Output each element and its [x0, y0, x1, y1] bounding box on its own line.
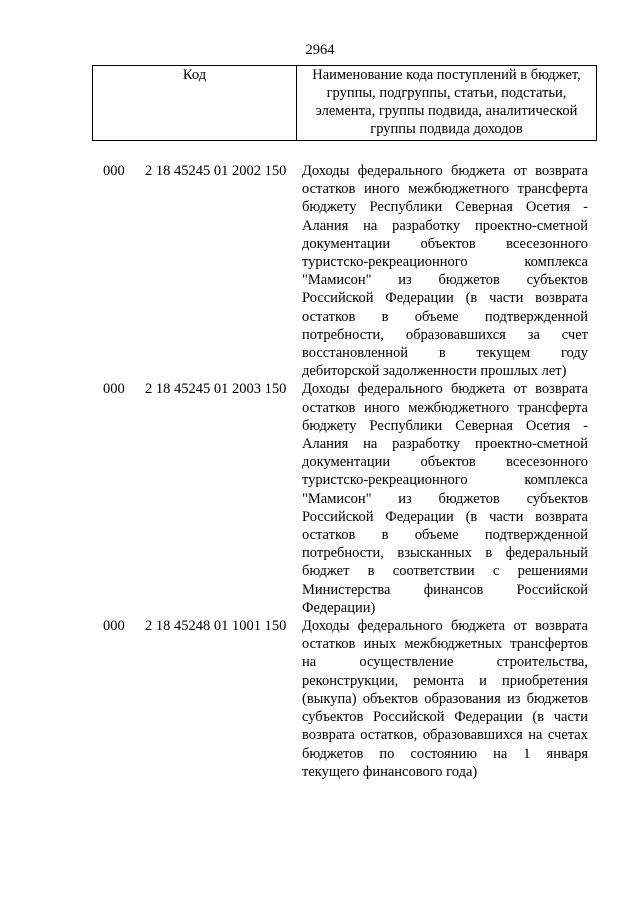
table-body: [0, 162, 640, 781]
revenue-description: [302, 162, 588, 380]
description-line: остатков в объеме подтвержденной: [302, 527, 588, 544]
revenue-code: 2 18 45245 01 2002 150: [145, 163, 287, 179]
table-row: [0, 380, 640, 617]
description-line: остатков иных межбюджетных трансфертов: [302, 636, 588, 653]
description-line: остатков в объеме подтвержденной: [302, 308, 588, 325]
description-line: дебиторской задолженности прошлых лет): [302, 363, 567, 380]
revenue-code: 2 18 45248 01 1001 150: [145, 618, 287, 635]
description-line: Алания на разработку проектно-сметной: [302, 217, 588, 234]
description-line: Доходы федерального бюджета от возврата: [302, 618, 588, 635]
description-line: документации объектов всесезонного: [302, 454, 588, 471]
revenue-description: [302, 617, 588, 781]
header-name-column: Наименование кода поступлений в бюджет, группы, подгруппы, статьи, подстатьи, элемента, группы подвида, аналитической группы подвида доходов: [312, 67, 581, 137]
description-line: Алания на разработку проектно-сметной: [302, 436, 588, 453]
description-line: реконструкции, ремонта и приобретения: [302, 672, 588, 689]
table-row: [0, 617, 640, 781]
description-line: (выкупа) объектов образования из бюджетов: [302, 690, 588, 707]
description-line: остатков иного межбюджетного трансферта: [302, 181, 588, 198]
description-line: бюджету Республики Северная Осетия -: [302, 199, 588, 216]
description-line: субъектов Российской Федерации (в части: [302, 709, 588, 726]
description-line: "Мамисон" из бюджетов субъектов: [302, 490, 588, 507]
description-line: документации объектов всесезонного: [302, 235, 588, 252]
admin-code: 000: [103, 618, 125, 635]
description-line: текущего финансового года): [302, 763, 478, 780]
description-line: потребности, взысканных в федеральный: [302, 545, 588, 562]
table-row: [0, 162, 640, 380]
description-line: возврата остатков, образовавшихся на счетах: [302, 727, 588, 744]
description-line: остатков иного межбюджетного трансферта: [302, 399, 588, 416]
description-line: Министерства финансов Российской: [302, 581, 588, 598]
description-line: на осуществление строительства,: [302, 654, 588, 671]
description-line: Доходы федерального бюджета от возврата: [302, 163, 588, 179]
description-line: Доходы федерального бюджета от возврата: [302, 381, 588, 398]
header-code-column: Код: [93, 66, 297, 140]
admin-code: 000: [103, 163, 125, 179]
admin-code: 000: [103, 381, 125, 398]
description-line: Федерации): [302, 599, 376, 616]
table-header: [92, 65, 597, 141]
description-line: бюджет в соответствии с решениями: [302, 563, 588, 580]
description-line: туристско-рекреационного комплекса: [302, 472, 588, 489]
description-line: туристско-рекреационного комплекса: [302, 254, 588, 271]
page-number: 2964: [305, 42, 335, 58]
description-line: бюджету Республики Северная Осетия -: [302, 417, 588, 434]
revenue-description: [302, 380, 588, 617]
description-line: Российской Федерации (в части возврата: [302, 290, 588, 307]
description-line: потребности, образовавшихся за счет: [302, 326, 588, 343]
revenue-code: 2 18 45245 01 2003 150: [145, 381, 287, 398]
description-line: бюджетов по состоянию на 1 января: [302, 745, 588, 762]
description-line: "Мамисон" из бюджетов субъектов: [302, 272, 588, 289]
description-line: Российской Федерации (в части возврата: [302, 508, 588, 525]
description-line: восстановленной в текущем году: [302, 345, 588, 362]
